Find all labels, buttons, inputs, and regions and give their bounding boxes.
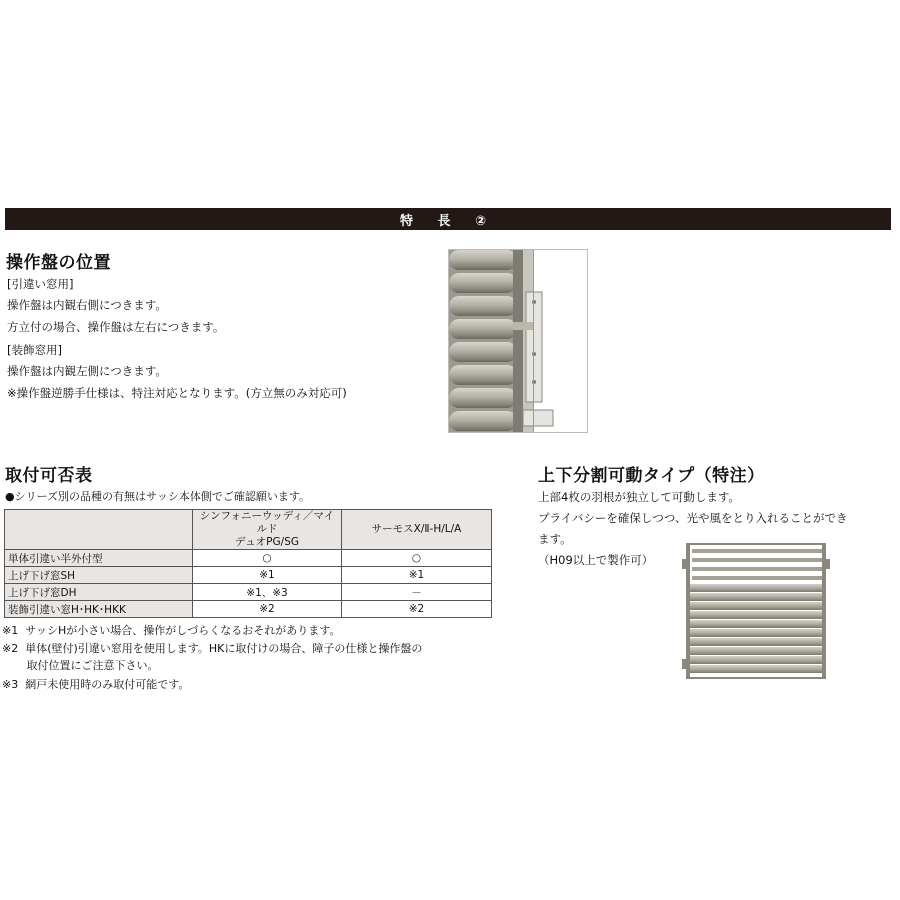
table-header-row <box>5 510 492 550</box>
cell-value: ※2 <box>342 601 492 618</box>
table-header-blank <box>5 510 193 550</box>
cell-value: ※2 <box>193 601 342 618</box>
cell-value: ※1、※3 <box>193 584 342 601</box>
section-banner: 特 長 ② <box>5 208 891 230</box>
footnote-2: ※2 単体(壁付)引違い窓用を使用します。HKに取付けの場合、障子の仕様と操作盤の <box>2 642 423 655</box>
section-title-split-louver: 上下分割可動タイプ（特注） <box>538 466 765 486</box>
control-panel-photo <box>448 249 588 433</box>
row-label: 上げ下げ窓DH <box>5 584 193 601</box>
cell-value: ※1 <box>193 567 342 584</box>
text-line: [装飾窓用] <box>7 343 62 357</box>
footnote-2-cont: 取付位置にご注意下さい。 <box>2 659 159 672</box>
section-title-panel-position: 操作盤の位置 <box>6 253 111 273</box>
table-row <box>5 567 492 584</box>
text-line: ※操作盤逆勝手仕様は、特注対応となります。(方立無のみ対応可) <box>7 386 347 400</box>
row-label: 上げ下げ窓SH <box>5 567 193 584</box>
text-line: 操作盤は内観左側につきます。 <box>7 364 167 378</box>
cell-value: － <box>342 584 492 601</box>
section-title-compatibility-table: 取付可否表 <box>5 466 93 486</box>
text-line: （H09以上で製作可） <box>538 553 654 567</box>
split-louver-image <box>682 543 830 679</box>
table-row <box>5 584 492 601</box>
table-row <box>5 601 492 618</box>
series-note: ●シリーズ別の品種の有無はサッシ本体側でご確認願います。 <box>5 490 310 503</box>
compatibility-table <box>4 509 492 618</box>
row-label: 単体引違い半外付型 <box>5 550 193 567</box>
table-header-symphony: シンフォニーウッディ／マイルド デュオPG/SG <box>193 510 342 550</box>
cell-value: ※1 <box>342 567 492 584</box>
footnote-1: ※1 サッシHが小さい場合、操作がしづらくなるおそれがあります。 <box>2 624 341 637</box>
text-line: [引違い窓用] <box>7 277 74 291</box>
text-line: ます。 <box>538 532 572 546</box>
text-line: 操作盤は内観右側につきます。 <box>7 298 167 312</box>
row-label: 装飾引違い窓H･HK･HKK <box>5 601 193 618</box>
footnote-3: ※3 網戸未使用時のみ取付可能です。 <box>2 678 190 691</box>
cell-value: ○ <box>342 550 492 567</box>
text-line: 上部4枚の羽根が独立して可動します。 <box>538 490 740 504</box>
text-line: プライバシーを確保しつつ、光や風をとり入れることができ <box>538 511 848 525</box>
table-header-thermos: サーモスX/Ⅱ-H/L/A <box>342 510 492 550</box>
table-row <box>5 550 492 567</box>
cell-value: ○ <box>193 550 342 567</box>
text-line: 方立付の場合、操作盤は左右につきます。 <box>7 320 225 334</box>
